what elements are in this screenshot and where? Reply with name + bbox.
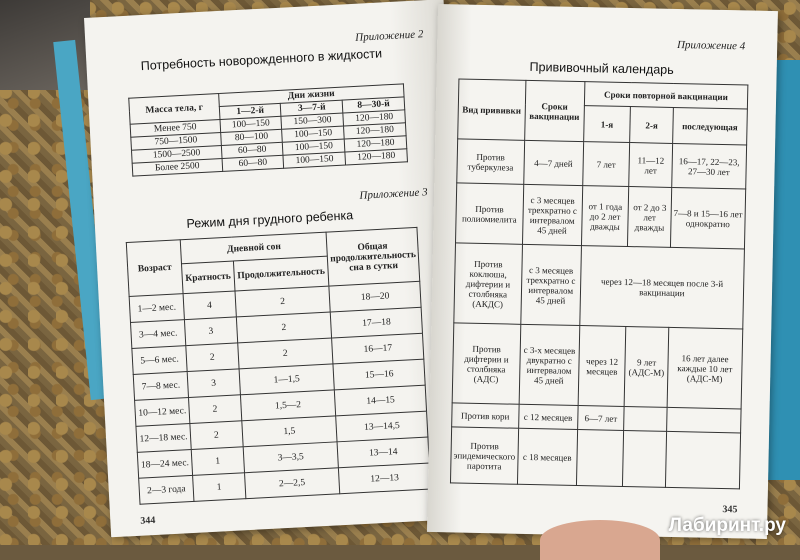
cell: 2 xyxy=(186,343,239,372)
page-number-left: 344 xyxy=(140,514,156,527)
vacc-table-title: Прививочный календарь xyxy=(529,59,674,77)
cell: 100—150 xyxy=(283,152,345,168)
fluid-table xyxy=(128,83,408,176)
fluid-col-mass: Масса тела, г xyxy=(129,94,220,125)
cell: 2 xyxy=(237,338,333,369)
cell: 100—150 xyxy=(282,126,344,142)
cell: 11—12 лет xyxy=(629,143,672,188)
vaccination-table xyxy=(450,78,748,489)
regime-table xyxy=(126,227,431,505)
cell: 2 xyxy=(189,395,242,424)
cell: 16 лет далее каждые 10 лет (АДС-М) xyxy=(667,327,743,409)
finger xyxy=(540,520,660,560)
cell: 18—20 xyxy=(329,281,421,312)
cell: от 1 года до 2 лет дважды xyxy=(581,186,629,247)
fluid-col-days: Дни жизни xyxy=(218,84,404,107)
cell: 7—8 и 15—16 лет однократно xyxy=(670,187,745,249)
cell: 100—150 xyxy=(220,116,282,132)
page-number-right: 345 xyxy=(722,504,738,516)
cell xyxy=(666,407,741,433)
cell: 1,5 xyxy=(241,416,337,447)
vacc-col-type: Вид прививки xyxy=(458,79,526,140)
cell: 16—17, 22—23, 27—30 лет xyxy=(672,143,747,189)
table-row xyxy=(450,427,740,489)
table-row xyxy=(454,243,745,329)
cell: 120—180 xyxy=(344,136,406,152)
cell: 12—13 xyxy=(339,463,431,494)
cell: 1—2 мес. xyxy=(129,294,184,323)
appendix-4-label: Приложение 4 xyxy=(676,39,746,53)
cell: 2 xyxy=(236,312,332,343)
cell: 7 лет xyxy=(582,142,630,187)
table-row xyxy=(456,183,746,249)
cell: Менее 750 xyxy=(130,120,220,138)
cell: 9 лет (АДС-М) xyxy=(624,327,668,408)
watermark-logo: Лабиринт.ру xyxy=(668,515,786,536)
cell: Против полиомиелита xyxy=(456,183,524,244)
cell: Против коклюша, дифтерии и столбняка (АКДС) xyxy=(454,243,522,324)
cell: 3 xyxy=(187,369,240,398)
cell: Против эпидемического паротита xyxy=(450,427,518,484)
cell: 3 xyxy=(184,317,237,346)
cell: 120—180 xyxy=(344,123,406,139)
cell: Против дифтерии и столбняка (АДС) xyxy=(452,323,520,404)
cell xyxy=(624,406,667,431)
cell: 15—16 xyxy=(333,359,425,390)
cell: 7—8 мес. xyxy=(133,372,188,401)
cell: Против кори xyxy=(452,403,519,428)
table-row xyxy=(457,139,747,189)
cell: 16—17 xyxy=(332,333,424,364)
cell: 18—24 мес. xyxy=(137,449,192,478)
appendix-2-label: Приложение 2 xyxy=(354,28,424,44)
cell: 120—180 xyxy=(345,149,407,165)
regime-col-duration: Продолжительность xyxy=(233,256,329,291)
appendix-3-label: Приложение 3 xyxy=(359,186,428,202)
cell: 1500—2500 xyxy=(131,146,221,164)
cell: с 3-х месяцев двукратно с интервалом 45 дней xyxy=(519,324,580,405)
cell: 4—7 дней xyxy=(523,140,583,185)
cell: 100—150 xyxy=(283,139,345,155)
cell: 12—18 мес. xyxy=(136,424,191,453)
cell: 60—80 xyxy=(222,155,284,171)
regime-col-total: Общая продолжительность сна в сутки xyxy=(326,227,419,286)
cell: 2 xyxy=(190,421,243,450)
cell: с 12 месяцев xyxy=(518,404,577,429)
cell: с 18 месяцев xyxy=(517,428,577,485)
cell: 3—3,5 xyxy=(243,442,339,473)
regime-col-sleep: Дневной сон xyxy=(180,232,327,264)
cell: 2—2,5 xyxy=(244,468,340,499)
cell: 60—80 xyxy=(221,142,283,158)
cell: 120—180 xyxy=(343,110,405,126)
cell: Более 2500 xyxy=(132,158,222,176)
cell: 1 xyxy=(193,473,246,502)
vacc-col-revacc: Сроки повторной вакцинации xyxy=(584,82,748,109)
cell: 1—1,5 xyxy=(239,364,335,395)
fluid-subcol: 3—7-й xyxy=(281,100,343,116)
table-row xyxy=(452,323,743,409)
cell xyxy=(665,431,740,489)
cell: 2—3 года xyxy=(139,475,194,504)
cell: 13—14,5 xyxy=(336,411,428,442)
cell: 1 xyxy=(191,447,244,476)
regime-col-freq: Кратность xyxy=(182,261,235,294)
fluid-subcol: 8—30-й xyxy=(342,97,404,113)
left-page xyxy=(84,0,471,537)
cell: через 12—18 месяцев после 3-й вакцинации xyxy=(580,246,745,329)
fluid-subcol: 1—2-й xyxy=(219,103,281,119)
cell: 150—300 xyxy=(281,113,343,129)
vacc-subcol: 1-я xyxy=(583,106,630,143)
cell xyxy=(623,430,667,487)
cell: 4 xyxy=(183,291,236,320)
cell: 10—12 мес. xyxy=(135,398,190,427)
right-page xyxy=(427,4,778,539)
cell: 750—1500 xyxy=(131,133,221,151)
cell: от 2 до 3 лет дважды xyxy=(628,187,672,248)
cell: 1,5—2 xyxy=(240,390,336,421)
cell xyxy=(576,430,624,487)
cell: с 3 месяцев трехкратно с интервалом 45 дней xyxy=(521,244,582,325)
cell: с 3 месяцев трехкратно с интервалом 45 дней xyxy=(522,184,582,245)
cell: Против туберкулеза xyxy=(457,139,525,184)
cell: 80—100 xyxy=(220,129,282,145)
cell: 6—7 лет xyxy=(577,406,624,431)
cell: 14—15 xyxy=(335,385,427,416)
cell: 13—14 xyxy=(337,437,429,468)
regime-table-title: Режим дня грудного ребенка xyxy=(186,208,354,231)
vacc-subcol: последующая xyxy=(672,107,747,145)
cell: 2 xyxy=(235,286,331,317)
cell: 3—4 мес. xyxy=(130,320,185,349)
vacc-subcol: 2-я xyxy=(630,107,673,144)
cell: через 12 месяцев xyxy=(578,326,626,407)
cell: 5—6 мес. xyxy=(132,346,187,375)
vacc-col-vacc: Сроки вакцинации xyxy=(524,80,584,141)
cell: 17—18 xyxy=(331,307,423,338)
fluid-table-title: Потребность новорожденного в жидкости xyxy=(140,46,383,74)
regime-col-age: Возраст xyxy=(126,240,183,297)
